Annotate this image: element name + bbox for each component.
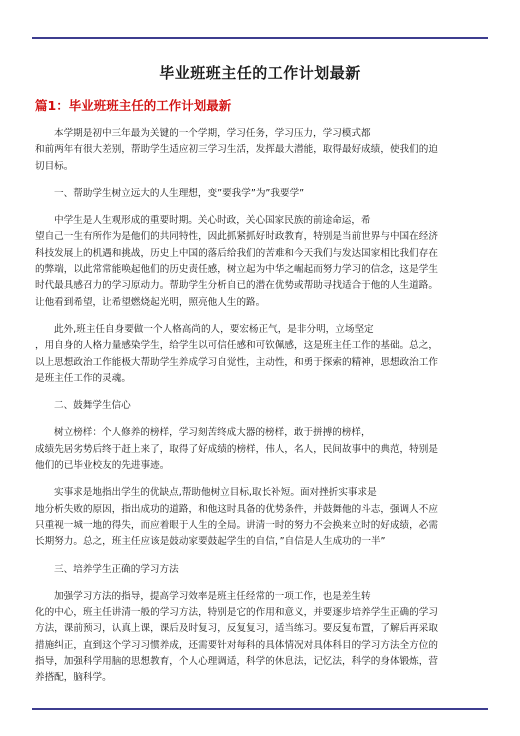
paragraph-line: 成绩先居劣势后终于赶上来了，取得了好成绩的榜样，伟人，名人，民间故事中的典范，特别是	[35, 443, 438, 455]
article-title: 篇1：毕业班班主任的工作计划最新	[35, 98, 232, 113]
paragraph-line: 是班主任工作的灵魂。	[35, 372, 131, 384]
paragraph-line: 的弊端，以此常常能唤起他们的历史责任感，树立起为中华之崛起而努力学习的信念，这是学生	[35, 264, 438, 276]
paragraph-line: 实事求是地指出学生的优缺点,帮助他树立目标,取长补短。面对挫折实事求是	[54, 487, 377, 499]
paragraph-line: 只重视一城一地的得失，而应着眼于人生的全局。讲清一时的努力不会换来立时的好成绩，必需	[35, 519, 438, 531]
paragraph-line: 地分析失败的原因，指出成功的道路，和他这时具备的优势条件，并鼓舞他的斗志，强调人不应	[35, 503, 438, 515]
paragraph	[35, 562, 489, 578]
paragraph-line: 科技发展上的机遇和挑战，历史上中国的落后给我们的苦难和今天我们与发达国家相比我们存在	[35, 247, 438, 259]
paragraph-line: 措施纠正，直到这个学习习惯养成，还需要针对每科的具体情况对具体科目的学习方法全方位的	[35, 639, 438, 651]
paragraph	[35, 213, 489, 311]
paragraph	[35, 589, 489, 687]
paragraph	[35, 322, 489, 387]
document-title: 毕业班班主任的工作计划最新	[159, 64, 361, 82]
paragraph-line: 加强学习方法的指导，提高学习效率是班主任经常的一项工作，也是差生转	[54, 590, 371, 602]
paragraph	[35, 186, 489, 202]
paragraph-line: 一、帮助学生树立远大的人生理想，变”要我学”为”我要学”	[54, 187, 305, 199]
paragraph-line: 三、培养学生正确的学习方法	[54, 563, 179, 575]
paragraph	[35, 485, 489, 550]
paragraph-line: 望自己一生有所作为是他们的共同特性，因此抓紧抓好时政教育，特别是当前世界与中国在经济	[35, 231, 438, 243]
paragraph-line: 化的中心，班主任讲清一般的学习方法，特别是它的作用和意义，并要逐步培养学生正确的学习	[35, 607, 438, 619]
bottom-divider	[32, 708, 488, 710]
paragraph-line: 方法，课前预习，认真上课，课后及时复习，反复复习，适当练习。要反复布置，了解后再采取	[35, 623, 438, 635]
paragraph-line: 二、鼓舞学生信心	[54, 400, 131, 412]
paragraph-line: 时代最具感召力的学习原动力。帮助学生分析自已的潜在优势或帮助寻找适合于他的人生道路。	[35, 280, 438, 292]
paragraph-line: 树立榜样：个人修养的榜样，学习刻苦终成大器的榜样，敢于拼搏的榜样，	[54, 427, 371, 439]
paragraph-line: 长期努力。总之，班主任应该是鼓动家要鼓起学生的自信，”自信是人生成功的一半”	[35, 536, 386, 548]
paragraph	[35, 425, 489, 474]
paragraph-line: 此外,班主任自身要做一个人格高尚的人，要宏杨正气，是非分明，立场坚定	[54, 323, 374, 335]
paragraph-line: 和前两年有很大差别，帮助学生适应初三学习生活，发挥最大潜能，取得最好成绩，使我们的迫	[35, 144, 438, 156]
paragraph	[35, 398, 489, 414]
paragraph-line: 他们的已毕业校友的先进事迹。	[35, 460, 170, 472]
top-divider	[32, 37, 488, 39]
paragraph-line: 养搭配，脑科学。	[35, 672, 112, 684]
paragraph-line: 指导，加强科学用脑的思想教育，个人心理调适，科学的休息法，记忆法，科学的身体锻炼，营	[35, 656, 438, 668]
paragraph	[35, 126, 489, 175]
paragraph-line: 切目标。	[35, 160, 74, 172]
document-body	[35, 126, 489, 698]
paragraph-line: 本学期是初中三年最为关键的一个学期，学习任务，学习压力，学习模式都	[54, 128, 371, 139]
paragraph-line: ，用自身的人格力量感染学生，给学生以可信任感和可钦佩感，这是班主任工作的基础。总之，	[35, 340, 438, 352]
paragraph-line: 让他看到希望，让希望燃烧起光明，照亮他人生的路。	[35, 296, 266, 308]
paragraph-line: 以上思想政治工作能极大帮助学生养成学习自觉性，主动性，和勇于探索的精神，思想政治工作	[35, 356, 438, 368]
paragraph-line: 中学生是人生观形成的重要时期。关心时政，关心国家民族的前途命运，希	[54, 215, 371, 227]
